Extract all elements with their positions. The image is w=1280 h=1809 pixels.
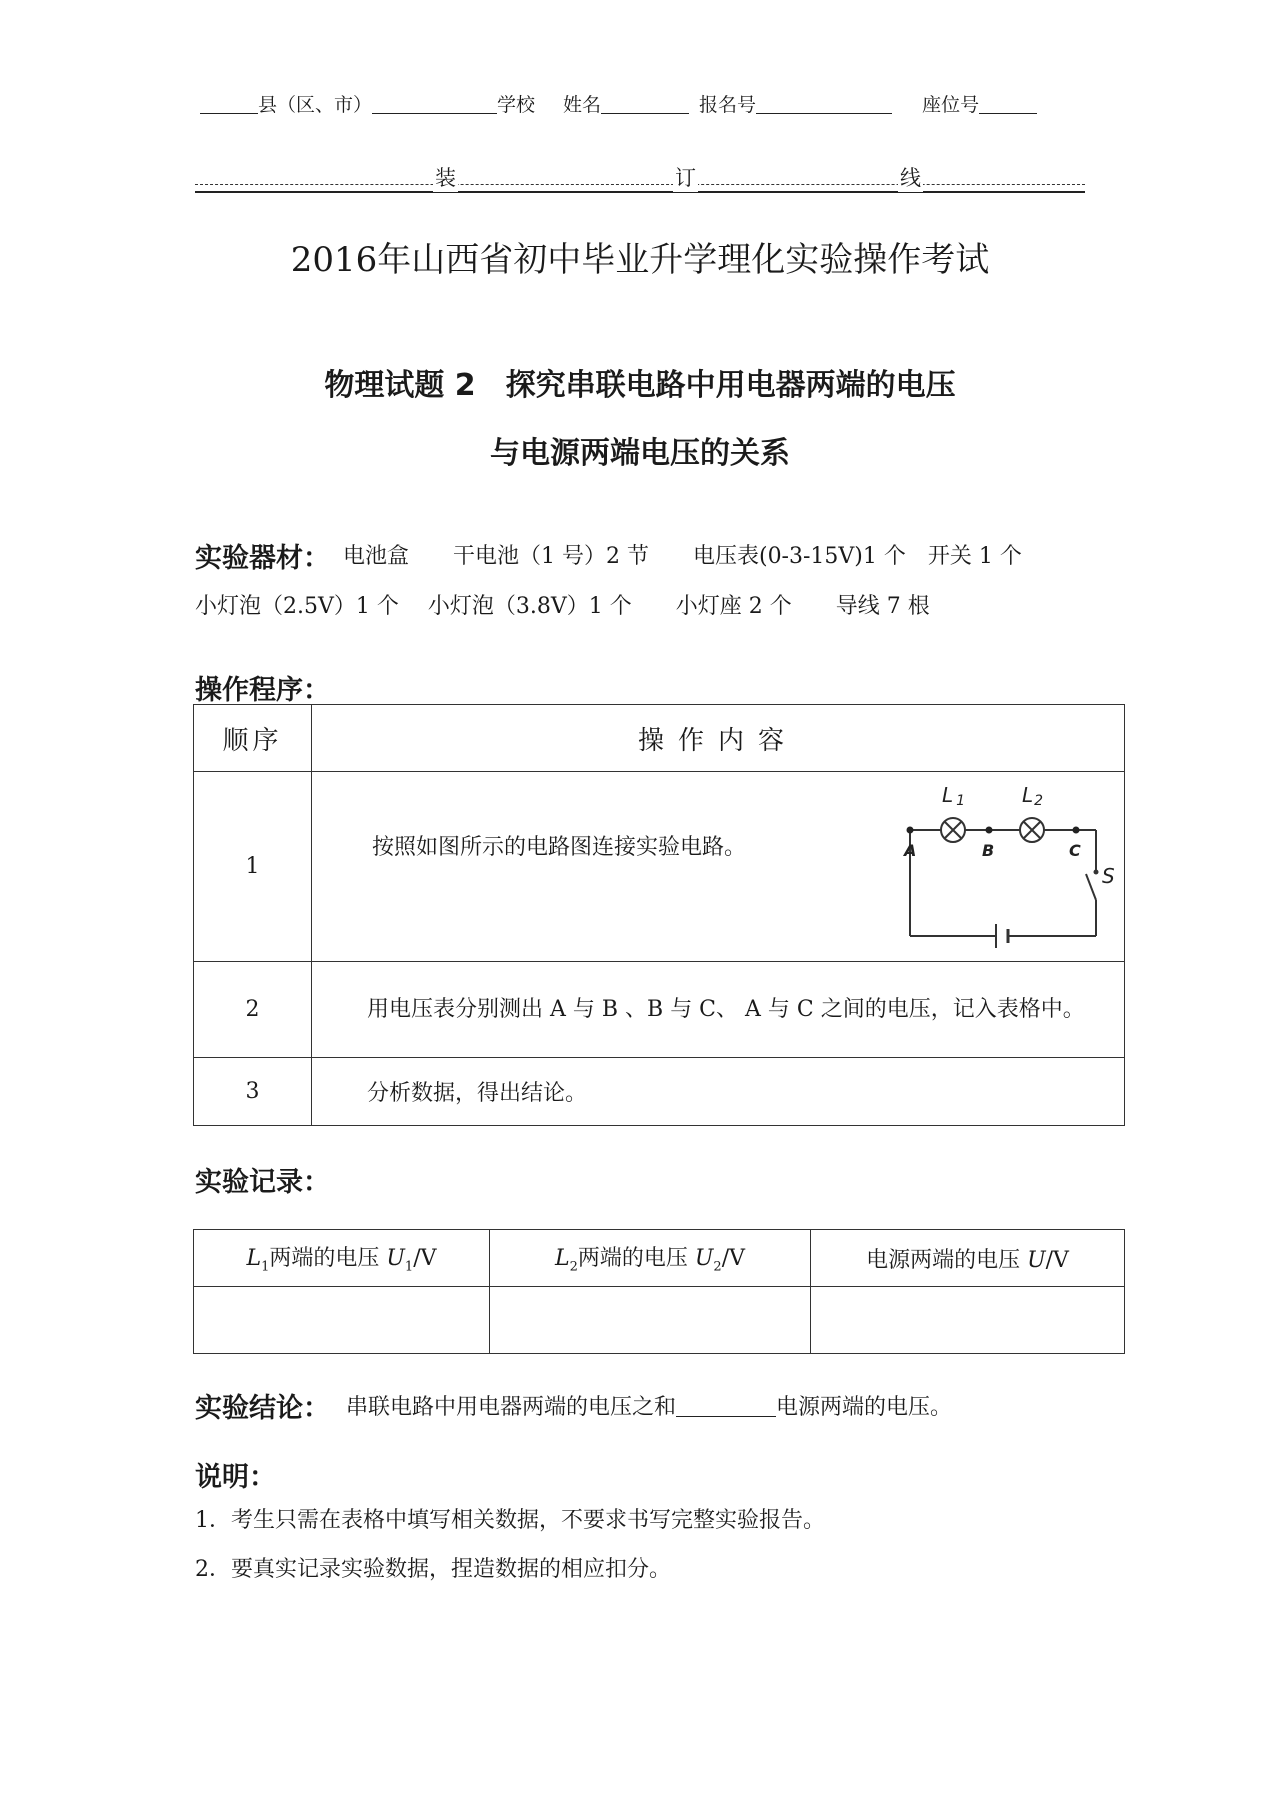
name-label: 姓名 <box>563 94 602 116</box>
step-content <box>312 772 1125 962</box>
switch-blade <box>1086 874 1096 900</box>
lamp-l2-icon <box>1020 818 1044 842</box>
conclusion-before: 串联电路中用电器两端的电压之和 <box>346 1395 677 1420</box>
record-col-l1: $L_1$两端的电压 $U_1/V$ <box>194 1230 490 1287</box>
record-table <box>193 1229 1125 1354</box>
step-content <box>312 1058 1125 1126</box>
label-l2: L2 <box>1022 783 1044 809</box>
node-b <box>986 827 993 834</box>
label-a: A <box>904 841 917 860</box>
candidate-info-line <box>200 90 1037 117</box>
seat-no-blank[interactable] <box>979 95 1037 114</box>
step-text: 按照如图所示的电路图连接实验电路。 <box>372 835 747 860</box>
label-s: S <box>1102 864 1115 888</box>
record-label: 实验记录： <box>195 1167 330 1198</box>
school-label: 学校 <box>497 94 536 116</box>
binding-line <box>195 162 1085 192</box>
name-blank[interactable] <box>601 95 689 114</box>
county-blank[interactable] <box>200 95 258 114</box>
lamp-l1-icon <box>941 818 965 842</box>
table-row <box>194 1058 1125 1126</box>
conclusion-text <box>346 1390 952 1421</box>
step-text: 用电压表分别测出 A 与 B 、B 与 C、 A 与 C 之间的电压，记入表格中。 <box>367 996 1085 1022</box>
circuit-diagram <box>862 776 1142 956</box>
table-row <box>194 1230 1125 1287</box>
record-col-l2: $L_2$两端的电压 $U_2/V$ <box>490 1230 811 1287</box>
col-content-header: 操作内容 <box>312 705 1125 772</box>
subtitle-line-1: 物理试题 2 探究串联电路中用电器两端的电压 <box>324 368 956 403</box>
node-a <box>907 827 914 834</box>
conclusion-after: 电源两端的电压。 <box>776 1395 953 1420</box>
school-blank[interactable] <box>372 95 497 114</box>
notes-label: 说明： <box>195 1462 276 1493</box>
step-number: 3 <box>194 1058 312 1126</box>
reg-no-label: 报名号 <box>699 94 757 116</box>
table-row <box>194 705 1125 772</box>
record-cell-u1[interactable] <box>194 1287 490 1354</box>
materials-line-2: 小灯泡（2.5V）1 个 小灯泡（3.8V）1 个 小灯座 2 个 导线 7 根 <box>195 594 930 619</box>
binding-char-1: 装 <box>433 162 458 192</box>
procedure-table <box>193 704 1125 1126</box>
table-row <box>194 1287 1125 1354</box>
step-number: 2 <box>194 962 312 1058</box>
step-number: 1 <box>194 772 312 962</box>
table-row <box>194 962 1125 1058</box>
page-title: 2016年山西省初中毕业升学理化实验操作考试 <box>290 240 990 280</box>
binding-solid-rule <box>195 191 1085 193</box>
step-text: 分析数据，得出结论。 <box>367 1081 588 1106</box>
note-item-1: 1．考生只需在表格中填写相关数据，不要求书写完整实验报告。 <box>195 1508 825 1533</box>
col-order-header: 顺序 <box>194 705 312 772</box>
record-cell-u[interactable] <box>811 1287 1125 1354</box>
note-item-2: 2．要真实记录实验数据，捏造数据的相应扣分。 <box>195 1557 671 1582</box>
materials-line-1: 电池盒 干电池（1 号）2 节 电压表(0-3-15V)1 个 开关 1 个 <box>343 544 1022 569</box>
conclusion-blank[interactable] <box>676 1396 776 1417</box>
subtitle-line-2: 与电源两端电压的关系 <box>490 436 790 471</box>
binding-dashed-rule <box>195 184 1085 185</box>
binding-char-2: 订 <box>673 162 698 192</box>
county-label: 县（区、市） <box>258 94 373 116</box>
record-col-source: 电源两端的电压 U/V <box>811 1230 1125 1287</box>
binding-char-3: 线 <box>898 162 923 192</box>
record-cell-u2[interactable] <box>490 1287 811 1354</box>
table-row <box>194 772 1125 962</box>
label-l1: L 1 <box>942 783 966 809</box>
node-c <box>1073 827 1080 834</box>
label-c: C <box>1069 841 1081 860</box>
reg-no-blank[interactable] <box>756 95 892 114</box>
switch-contact <box>1094 870 1099 875</box>
conclusion-label: 实验结论： <box>195 1393 330 1424</box>
seat-no-label: 座位号 <box>922 94 980 116</box>
label-b: B <box>982 841 995 860</box>
step-content <box>312 962 1125 1058</box>
materials-label: 实验器材： <box>195 543 330 574</box>
procedure-label: 操作程序： <box>195 675 330 706</box>
